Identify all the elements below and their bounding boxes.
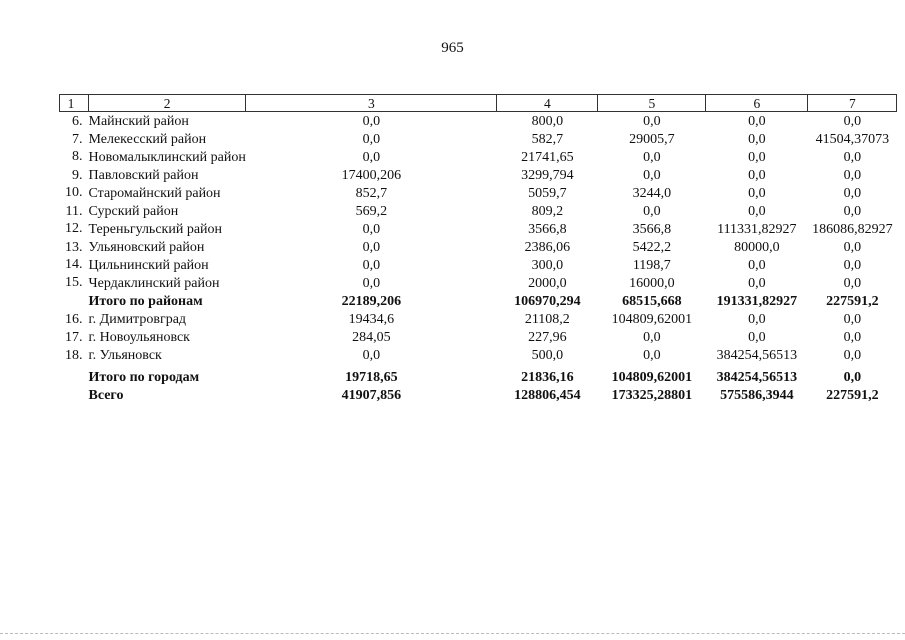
cell-col-6: 0,0 xyxy=(748,114,766,129)
district-name: Новомалыклинский район xyxy=(88,150,246,165)
table-row xyxy=(60,166,897,184)
cell-col-7: 0,0 xyxy=(843,258,862,273)
cell-col-6: 0,0 xyxy=(748,330,766,345)
cell-col-5: 3566,8 xyxy=(632,222,672,237)
table-row xyxy=(60,310,897,328)
cell-col-6: 384254,56513 xyxy=(716,370,798,385)
table-row xyxy=(60,274,897,292)
cell-col-7: 0,0 xyxy=(843,186,862,201)
row-number: 17. xyxy=(65,330,83,345)
cell-col-3: 19718,65 xyxy=(345,370,398,385)
cell-col-6: 575586,3944 xyxy=(720,388,794,403)
budget-table xyxy=(59,94,897,404)
cell-col-4: 227,96 xyxy=(528,330,567,345)
cell-col-7: 0,0 xyxy=(843,370,862,385)
cell-col-5: 173325,28801 xyxy=(611,388,693,403)
district-name: Цильнинский район xyxy=(88,258,209,273)
cell-col-4: 500,0 xyxy=(531,348,564,363)
row-number: 12. xyxy=(65,221,83,236)
row-number: 7. xyxy=(72,132,83,147)
cell-col-6: 0,0 xyxy=(748,132,766,147)
cell-col-4: 5059,7 xyxy=(528,186,567,201)
city-name: г. Ульяновск xyxy=(88,348,162,363)
cell-col-4: 800,0 xyxy=(531,114,564,129)
cell-col-5: 3244,0 xyxy=(632,186,672,201)
cell-col-7: 0,0 xyxy=(843,348,862,363)
page-bottom-rule xyxy=(0,633,905,635)
row-number: 8. xyxy=(72,149,83,164)
cell-col-3: 0,0 xyxy=(362,114,381,129)
cell-col-4: 106970,294 xyxy=(514,294,581,309)
cell-col-6: 0,0 xyxy=(748,276,766,291)
cell-col-6: 384254,56513 xyxy=(716,348,798,363)
cell-col-5: 0,0 xyxy=(643,150,661,165)
cell-col-4: 2000,0 xyxy=(528,276,567,291)
cell-col-3: 0,0 xyxy=(362,222,381,237)
district-name: Тереньгульский район xyxy=(88,222,223,237)
row-number: 18. xyxy=(65,348,83,363)
row-number: 13. xyxy=(65,240,83,255)
cell-col-3: 0,0 xyxy=(362,240,381,255)
table-row xyxy=(60,202,897,220)
cell-col-5: 0,0 xyxy=(643,348,661,363)
district-name: Мелекесский район xyxy=(88,132,207,147)
header-col-2: 2 xyxy=(89,95,246,112)
cell-col-5: 29005,7 xyxy=(629,132,675,147)
cell-col-7: 0,0 xyxy=(843,168,862,183)
cell-col-7: 0,0 xyxy=(843,276,862,291)
district-name: Майнский район xyxy=(88,114,189,129)
row-number: 9. xyxy=(72,168,83,183)
row-number xyxy=(60,292,89,310)
table-row xyxy=(60,346,897,364)
cell-col-3: 17400,206 xyxy=(341,168,402,183)
cell-col-6: 0,0 xyxy=(748,258,766,273)
cell-col-7: 227591,2 xyxy=(826,388,879,403)
row-number: 16. xyxy=(65,312,83,327)
cell-col-5: 68515,668 xyxy=(622,294,682,309)
cell-col-6: 80000,0 xyxy=(734,240,780,255)
cell-col-7: 227591,2 xyxy=(826,294,879,309)
row-number xyxy=(60,364,89,386)
table-row xyxy=(60,148,897,166)
cell-col-5: 104809,62001 xyxy=(611,312,693,327)
cell-col-6: 111331,82927 xyxy=(717,222,797,237)
cell-col-6: 191331,82927 xyxy=(716,294,798,309)
cell-col-5: 0,0 xyxy=(643,330,661,345)
districts-total-row xyxy=(60,292,897,310)
city-name: г. Димитровград xyxy=(88,312,187,327)
total-label: Всего xyxy=(88,388,124,403)
cell-col-4: 21741,65 xyxy=(521,150,574,165)
cell-col-3: 569,2 xyxy=(355,204,388,219)
cell-col-6: 0,0 xyxy=(748,168,766,183)
cell-col-3: 19434,6 xyxy=(348,312,395,327)
cell-col-3: 0,0 xyxy=(362,276,381,291)
district-name: Ульяновский район xyxy=(88,240,205,255)
cell-col-7: 0,0 xyxy=(843,240,862,255)
header-col-1: 1 xyxy=(60,95,89,112)
cell-col-7: 41504,37073 xyxy=(815,132,890,147)
district-name: Старомайнский район xyxy=(88,186,221,201)
header-col-3: 3 xyxy=(246,95,497,112)
cell-col-4: 128806,454 xyxy=(514,388,581,403)
cities-total-row xyxy=(60,364,897,386)
city-name: г. Новоульяновск xyxy=(88,330,190,345)
row-number: 14. xyxy=(65,257,83,272)
cell-col-4: 582,7 xyxy=(531,132,564,147)
total-label: Итого по городам xyxy=(88,370,200,385)
cell-col-4: 300,0 xyxy=(531,258,564,273)
cell-col-5: 1198,7 xyxy=(632,258,671,273)
cell-col-4: 2386,06 xyxy=(524,240,571,255)
cell-col-7: 0,0 xyxy=(843,312,862,327)
table-row xyxy=(60,184,897,202)
cell-col-4: 21836,16 xyxy=(521,370,574,385)
cell-col-3: 0,0 xyxy=(362,132,381,147)
header-col-7: 7 xyxy=(808,95,897,112)
table-row xyxy=(60,238,897,256)
row-number xyxy=(60,386,89,404)
cell-col-3: 852,7 xyxy=(355,186,388,201)
cell-col-4: 21108,2 xyxy=(524,312,570,327)
header-col-5: 5 xyxy=(598,95,706,112)
cell-col-4: 3299,794 xyxy=(521,168,574,183)
page-number: 965 xyxy=(441,40,464,56)
row-number: 11. xyxy=(65,204,83,219)
cell-col-6: 0,0 xyxy=(748,312,766,327)
cell-col-7: 0,0 xyxy=(843,330,862,345)
table-header-row xyxy=(60,95,897,112)
cell-col-7: 0,0 xyxy=(843,204,862,219)
cell-col-3: 0,0 xyxy=(362,150,381,165)
cell-col-7: 0,0 xyxy=(843,114,862,129)
cell-col-6: 0,0 xyxy=(748,150,766,165)
table-row xyxy=(60,112,897,131)
cell-col-6: 0,0 xyxy=(748,204,766,219)
district-name: Сурский район xyxy=(88,204,179,219)
table-row xyxy=(60,220,897,238)
cell-col-4: 809,2 xyxy=(531,204,564,219)
cell-col-3: 0,0 xyxy=(362,348,381,363)
cell-col-6: 0,0 xyxy=(748,186,766,201)
district-name: Павловский район xyxy=(88,168,199,183)
cell-col-5: 0,0 xyxy=(643,204,661,219)
row-number: 15. xyxy=(65,275,83,290)
cell-col-5: 5422,2 xyxy=(632,240,672,255)
table-row xyxy=(60,328,897,346)
cell-col-3: 22189,206 xyxy=(341,294,402,309)
table-row xyxy=(60,256,897,274)
header-col-4: 4 xyxy=(497,95,598,112)
cell-col-3: 0,0 xyxy=(362,258,381,273)
table-row xyxy=(60,130,897,148)
cell-col-5: 104809,62001 xyxy=(611,370,693,385)
cell-col-5: 0,0 xyxy=(643,168,661,183)
district-name: Чердаклинский район xyxy=(88,276,220,291)
cell-col-7: 186086,82927 xyxy=(812,222,893,237)
cell-col-5: 16000,0 xyxy=(629,276,675,291)
cell-col-5: 0,0 xyxy=(643,114,661,129)
header-col-6: 6 xyxy=(706,95,808,112)
cell-col-3: 284,05 xyxy=(352,330,391,345)
total-label: Итого по районам xyxy=(88,294,203,309)
grand-total-row xyxy=(60,386,897,404)
row-number: 10. xyxy=(65,185,83,200)
cell-col-3: 41907,856 xyxy=(341,388,402,403)
cell-col-4: 3566,8 xyxy=(528,222,567,237)
row-number: 6. xyxy=(72,114,83,129)
cell-col-7: 0,0 xyxy=(843,150,862,165)
